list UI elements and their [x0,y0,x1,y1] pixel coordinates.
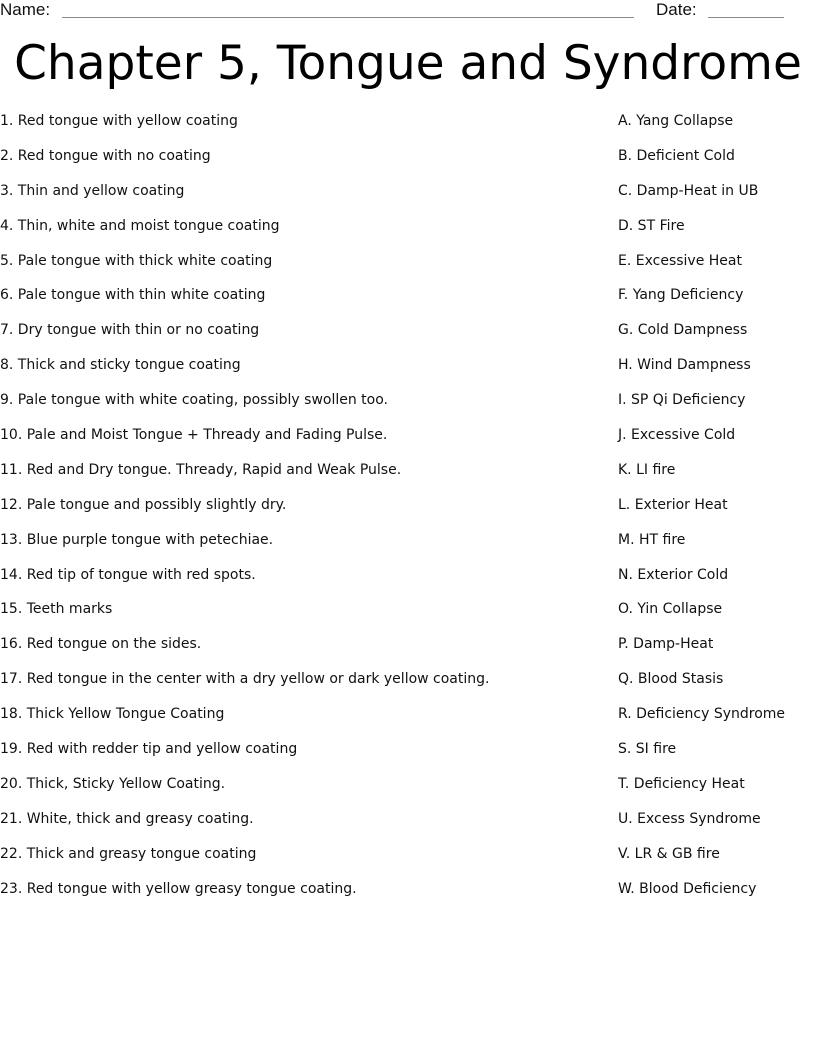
clue-item: 10. Pale and Moist Tongue + Thready and Fading Pulse. [0,427,388,444]
answer-item: R. Deficiency Syndrome [618,706,786,723]
answer-item: Q. Blood Stasis [618,671,724,688]
answer-item: U. Excess Syndrome [618,810,761,827]
answer-item: E. Excessive Heat [618,252,742,269]
clue-item: 16. Red tongue on the sides. [0,636,202,653]
clue-item: 7. Dry tongue with thin or no coating [0,322,260,339]
clue-item: 19. Red with redder tip and yellow coating [0,741,298,758]
answer-item: G. Cold Dampness [618,322,748,339]
answer-item: F. Yang Deficiency [618,287,744,304]
worksheet-title: Chapter 5, Tongue and Syndrome [14,36,802,91]
answer-item: L. Exterior Heat [618,496,728,513]
worksheet-header [0,0,816,24]
clue-item: 21. White, thick and greasy coating. [0,810,254,827]
clue-item: 1. Red tongue with yellow coating [0,113,238,129]
clue-item: 13. Blue purple tongue with petechiae. [0,531,274,548]
clue-list [0,111,600,913]
answer-item: P. Damp-Heat [618,636,714,653]
clue-item: 17. Red tongue in the center with a dry yellow or dark yellow coating. [0,671,490,688]
clue-item: 18. Thick Yellow Tongue Coating [0,706,225,723]
clue-item: 11. Red and Dry tongue. Thready, Rapid and Weak Pulse. [0,461,402,478]
answer-item: A. Yang Collapse [618,113,734,129]
answer-item: M. HT fire [618,531,686,548]
answer-item: D. ST Fire [618,217,685,234]
clue-item: 9. Pale tongue with white coating, possibly swollen too. [0,392,388,409]
name-blank-line [62,17,634,18]
answer-item: T. Deficiency Heat [618,775,745,792]
clue-item: 23. Red tongue with yellow greasy tongue coating. [0,880,357,897]
clue-item: 15. Teeth marks [0,601,113,618]
answer-item: C. Damp-Heat in UB [618,182,759,199]
name-label: Name: [0,0,51,19]
answer-item: H. Wind Dampness [618,357,751,374]
answer-item: W. Blood Deficiency [618,880,757,897]
answer-item: S. SI fire [618,741,677,758]
clue-item: 14. Red tip of tongue with red spots. [0,566,256,583]
clue-item: 3. Thin and yellow coating [0,182,185,199]
date-blank-line [708,17,784,18]
clue-item: 2. Red tongue with no coating [0,147,211,164]
answer-item: N. Exterior Cold [618,566,729,583]
answer-item: K. LI fire [618,461,676,478]
clue-item: 12. Pale tongue and possibly slightly dry. [0,496,287,513]
clue-item: 6. Pale tongue with thin white coating [0,287,266,304]
clue-item: 22. Thick and greasy tongue coating [0,845,257,862]
answer-item: B. Deficient Cold [618,147,735,164]
answer-item: V. LR & GB fire [618,845,720,862]
date-label: Date: [656,0,697,19]
clue-item: 5. Pale tongue with thick white coating [0,252,273,269]
answer-item: J. Excessive Cold [618,427,736,444]
clue-item: 20. Thick, Sticky Yellow Coating. [0,775,226,792]
answer-item: I. SP Qi Deficiency [618,392,746,409]
answer-item: O. Yin Collapse [618,601,723,618]
answer-list [618,111,816,913]
clue-item: 8. Thick and sticky tongue coating [0,357,241,374]
clue-item: 4. Thin, white and moist tongue coating [0,217,280,234]
